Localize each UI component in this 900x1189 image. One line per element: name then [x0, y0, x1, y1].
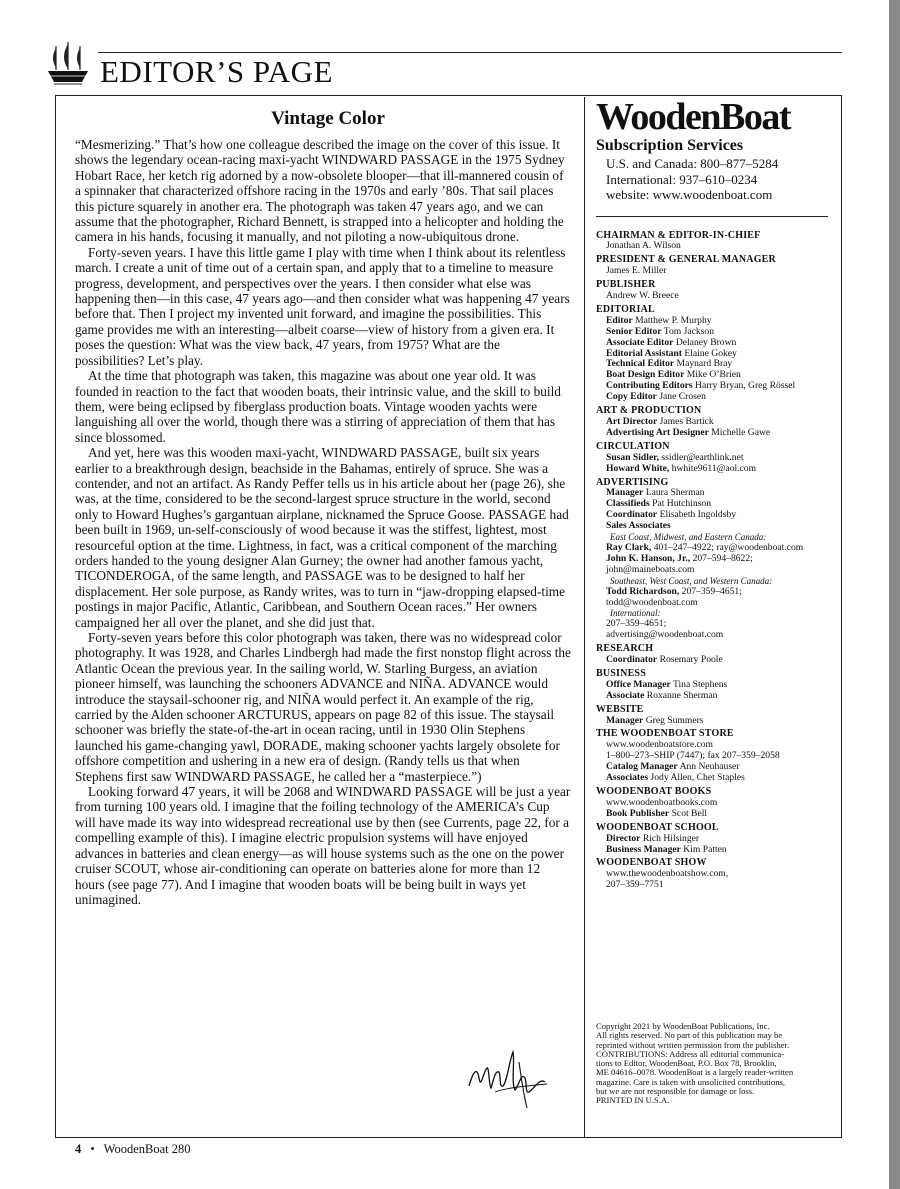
page-footer	[75, 1142, 191, 1157]
masthead-role: Classifieds	[606, 498, 650, 510]
masthead-region: East Coast, Midwest, and Eastern Canada:	[610, 532, 767, 543]
brand-logo: WoodenBoat	[596, 96, 791, 138]
header-rule	[98, 52, 842, 53]
masthead-section-title: RESEARCH	[596, 643, 654, 655]
masthead-name: Jody Allen, Chet Staples	[650, 772, 745, 784]
masthead-name: ssidler@earthlink.net	[661, 451, 744, 463]
masthead-role: John K. Hanson, Jr.,	[606, 552, 691, 564]
copyright-line: All rights reserved. No part of this publication may be	[596, 1030, 783, 1041]
masthead-line	[596, 392, 836, 403]
masthead-line	[596, 716, 836, 727]
copyright-line: but we are not responsible for damage or loss.	[596, 1086, 755, 1097]
masthead-line	[596, 655, 836, 666]
masthead-role: Copy Editor	[606, 391, 657, 403]
footer-bullet: •	[90, 1142, 95, 1156]
masthead-name: todd@woodenboat.com	[606, 596, 698, 608]
masthead-role: Manager	[606, 714, 644, 726]
subscription-line: U.S. and Canada: 800–877–5284	[606, 156, 779, 171]
masthead-line	[596, 773, 836, 784]
masthead-name: 207–359–4651;	[681, 585, 742, 597]
masthead-role: Manager	[606, 487, 644, 499]
masthead-region: Southeast, West Coast, and Western Canada:	[610, 575, 773, 586]
masthead-section-title: PRESIDENT & GENERAL MANAGER	[596, 254, 776, 266]
masthead-name: hwhite9611@aol.com	[671, 462, 757, 474]
masthead-role: Editorial Assistant	[606, 347, 682, 359]
masthead-name: James Bartick	[659, 416, 714, 427]
copyright-line: Copyright 2021 by WoodenBoat Publications, Inc.	[596, 1021, 770, 1031]
masthead-name: Elaine Gokey	[684, 347, 737, 359]
copyright-line: PRINTED IN U.S.A.	[596, 1095, 670, 1106]
copyright-line: ME 04616–0078. WoodenBoat is a largely reader-written	[596, 1067, 794, 1078]
masthead-role: Art Director	[606, 416, 658, 427]
copyright-line: reprinted without written permission from the publisher.	[596, 1039, 790, 1050]
masthead-line	[596, 565, 836, 576]
masthead-name: 207–359–7751	[606, 879, 664, 891]
masthead-name: Delaney Brown	[675, 336, 737, 348]
masthead-name: Mike O’Brien	[686, 369, 741, 381]
page-header	[46, 38, 842, 88]
masthead-name: Tom Jackson	[663, 325, 714, 337]
masthead-name: James E. Miller	[606, 265, 667, 277]
masthead-name: Andrew W. Breece	[606, 290, 679, 302]
viewer-background	[889, 0, 900, 1189]
masthead-region: International:	[610, 608, 661, 619]
masthead-section-title: WOODENBOAT SCHOOL	[596, 821, 719, 833]
masthead-section-title: ART & PRODUCTION	[596, 405, 702, 417]
masthead-name: Jonathan A. Wilson	[606, 240, 681, 252]
masthead-role: Sales Associates	[606, 520, 671, 532]
masthead-role: Ray Clark,	[606, 541, 652, 553]
masthead-role: Advertising Art Designer	[606, 426, 709, 438]
subscription-line: website: www.woodenboat.com	[606, 187, 773, 202]
masthead-role: Susan Sidler,	[606, 451, 659, 463]
masthead-role: Howard White,	[606, 462, 670, 474]
masthead-role: Coordinator	[606, 509, 658, 521]
masthead-line	[596, 598, 836, 609]
page-title: EDITOR’S PAGE	[100, 54, 334, 89]
masthead-name: Pat Hutchinson	[652, 498, 712, 510]
masthead-name: 1–800–273–SHIP (7447); fax 207–359–2058	[606, 750, 780, 762]
masthead-line	[596, 845, 836, 856]
masthead-name: Ann Neuhauser	[679, 761, 740, 773]
masthead-name: www.woodenboatstore.com	[606, 739, 714, 751]
masthead-line	[596, 521, 836, 532]
masthead-name: Scot Bell	[671, 807, 708, 819]
masthead-role: Technical Editor	[606, 358, 675, 370]
sidebar-divider	[596, 216, 828, 217]
masthead-name: 401–247–4922; ray@woodenboat.com	[653, 541, 804, 553]
article-paragraph: Forty-seven years before this color photograph was taken, there was no widespread color photography. It was 1928, and Charles Lindbergh had made the first nonstop flight across the Atlantic Ocean the previous year. In the sailing world, W. Starling Burgess, an aviation pioneer himself, was launching the schooners ADVANCE and NIÑA. ADVANCE would introduce the staysail-schooner rig, and NIÑA would perfect it. An example of the rig, carried by the Alden schooner ARCTURUS, appears on page 82 of this issue. The staysail schooner was briefly the state-of-the-art in ocean racing, until in 1930 Olin Stephens launched his game-changing yawl, DORADE, making schooner yachts largely obsolete for offshore competition and ushering in a new era of design. (Randy tells us that when Stephens first saw WINDWARD PASSAGE, he called her a “masterpiece.”)	[75, 630, 571, 784]
masthead-role: Director	[606, 832, 641, 844]
masthead-name: advertising@woodenboat.com	[606, 629, 724, 641]
masthead-line	[596, 809, 836, 820]
masthead-role: Associate	[606, 689, 645, 701]
subscription-line: International: 937–610–0234	[606, 171, 758, 187]
masthead-name: 207–594–8622;	[692, 552, 753, 564]
masthead-name: Greg Summers	[645, 714, 704, 726]
page-number: 4	[75, 1142, 82, 1156]
masthead-role: Office Manager	[606, 678, 671, 690]
masthead-section-title: WOODENBOAT BOOKS	[596, 786, 712, 797]
masthead-section-title: PUBLISHER	[596, 279, 656, 291]
masthead-section-title: CHAIRMAN & EDITOR-IN-CHIEF	[596, 229, 761, 241]
subscription-info	[596, 156, 836, 203]
article-paragraph: At the time that photograph was taken, this magazine was about one year old. It was founded in reaction to the fact that wooden boats, their intrinsic value, and the skill to build them, were being eclipsed by fiberglass production boats. Vintage wooden yachts were languishing all over the world, though there was a stirring of appreciation of them that has since blossomed.	[75, 368, 561, 445]
copyright-line: magazine. Care is taken with unsolicited contributions,	[596, 1076, 786, 1087]
masthead-role: Todd Richardson,	[606, 585, 680, 597]
masthead	[596, 231, 836, 892]
issue-label: WoodenBoat 280	[103, 1142, 191, 1156]
article-paragraph: Looking forward 47 years, it will be 2068 and WINDWARD PASSAGE will be just a year from turning 100 years old. I imagine that the foiling technology of the AMERICA’s Cup will have made its way into widespread recreational use by then (see Currents, page 22, for a compelling example of this). I imagine electric propulsion systems will have enjoyed advances in batteries and clean energy—as will house systems such as the one on the power cruiser SCOUT, whose air-conditioning can operate on batteries alone for more than 12 hours (see page 77). And I imagine that wooden boats will be being built in ways yet unimagined.	[75, 784, 571, 907]
masthead-name: Roxanne Sherman	[646, 689, 718, 701]
masthead-name: Jane Crosen	[659, 391, 706, 403]
article-title: Vintage Color	[271, 108, 385, 129]
masthead-line	[596, 630, 836, 641]
article-paragraph: And yet, here was this wooden maxi-yacht, WINDWARD PASSAGE, built six years earlier to a breakthrough design, beachside in the Bahamas, entirely of spruce. She was a contender, and not an artifact. As Randy Peffer tells us in his article about her (page 26), she was, at the time, considered to be the second-largest spruce structure in the world, second only to Howard Hughes’s gargantuan airplane, nicknamed the Spruce Goose. PASSAGE had been built in 1969, un-self-consciously of wood because it was the stiffest, lightest, most resourceful option at the time. Lightness, in fact, was a critical component of the marching orders handed to the young designer Alan Gurney; the owner had another famous yacht, TICONDEROGA, of the same length, and PASSAGE was to be designed to half her displacement. Her sole purpose, as Randy writes, was to turn in “jaw-dropping elapsed-time postings in major Pacific, Atlantic, Caribbean, and Southern Ocean races.” Her owners campaigned her all over the planet, and she did just that.	[75, 445, 569, 630]
masthead-line	[596, 428, 836, 439]
masthead-section-title: THE WOODENBOAT STORE	[596, 728, 734, 740]
masthead-role: Catalog Manager	[606, 761, 678, 773]
masthead-name: 207–359–4651;	[606, 618, 667, 630]
ship-icon	[46, 40, 90, 88]
masthead-line	[596, 880, 836, 891]
masthead-name: Kim Patten	[683, 843, 727, 855]
copyright-line: CONTRIBUTIONS: Address all editorial communica-	[596, 1048, 785, 1059]
masthead-name: Elisabeth Ingoldsby	[659, 509, 737, 521]
masthead-section-title: BUSINESS	[596, 667, 646, 679]
masthead-line	[596, 464, 836, 475]
masthead-name: www.thewoodenboatshow.com,	[606, 868, 729, 880]
masthead-name: Maynard Bray	[676, 358, 733, 370]
masthead-line	[596, 291, 836, 302]
column-divider	[584, 97, 585, 1138]
masthead-section-title: ADVERTISING	[596, 476, 669, 488]
masthead-name: Rosemary Poole	[659, 654, 723, 666]
masthead-role: Senior Editor	[606, 325, 662, 337]
copyright-line: tions to Editor, WoodenBoat, P.O. Box 78, Brooklin,	[596, 1058, 777, 1069]
masthead-section-title: EDITORIAL	[596, 303, 655, 315]
subscription-title: Subscription Services	[596, 137, 744, 154]
masthead-line	[596, 241, 836, 252]
masthead-role: Contributing Editors	[606, 380, 693, 392]
masthead-role: Business Manager	[606, 843, 681, 855]
masthead-role: Associates	[606, 772, 649, 784]
masthead-role: Boat Design Editor	[606, 369, 685, 381]
masthead-name: Laura Sherman	[645, 487, 705, 499]
masthead-name: Harry Bryan, Greg Rössel	[695, 380, 796, 392]
copyright-notice	[596, 1022, 836, 1106]
masthead-name: www.woodenboatbooks.com	[606, 796, 718, 808]
editorial-column	[75, 107, 571, 907]
masthead-section-title: WOODENBOAT SHOW	[596, 857, 707, 869]
editor-signature	[465, 1042, 555, 1112]
masthead-role: Coordinator	[606, 654, 658, 666]
masthead-name: john@maineboats.com	[606, 563, 695, 575]
masthead-line	[596, 691, 836, 702]
masthead-section-title: CIRCULATION	[596, 440, 670, 452]
masthead-name: Matthew P. Murphy	[635, 314, 712, 326]
article-paragraph: Forty-seven years. I have this little game I play with time when I think about its relentless march. I create a unit of time out of a certain span, and apply that to a timeline to measure progress, development, and perspectives over the years. I then consider what else was happening then—in this case, 47 years ago—and then consider what was happening 47 years before that. Then I project my invented unit forward, and imagine the possibilities. This game provides me with an interesting—albeit coarse—view of history from a given era. It poses the question: What was the view back, 47 years, from 1975? What are the possibilities? Let’s play.	[75, 244, 570, 368]
masthead-line	[596, 266, 836, 277]
masthead-name: Michelle Gawe	[711, 426, 771, 438]
masthead-role: Associate Editor	[606, 336, 674, 348]
masthead-name: Rich Hilsinger	[642, 832, 700, 844]
masthead-section-title: WEBSITE	[596, 703, 644, 715]
masthead-name: Tina Stephens	[672, 678, 728, 690]
masthead-role: Book Publisher	[606, 807, 670, 819]
article-paragraph: “Mesmerizing.” That’s how one colleague described the image on the cover of this issue. It shows the legendary ocean-racing maxi-yacht WINDWARD PASSAGE in the 1975 Sydney Hobart Race, her ketch rig adorned by a now-obsolete blooper—that ill-mannered cousin of a spinnaker that characterized offshore racing in the 1970s and early ’80s. That sail places this picture squarely in another era. The photograph was taken 47 years ago, and we can assume that the photographer, Richard Bennett, is strapped into a helicopter and holding the camera in his hands, focusing it manually, and not piloting a now-ubiquitous drone.	[75, 137, 565, 245]
sidebar	[596, 96, 836, 891]
masthead-role: Editor	[606, 314, 633, 326]
